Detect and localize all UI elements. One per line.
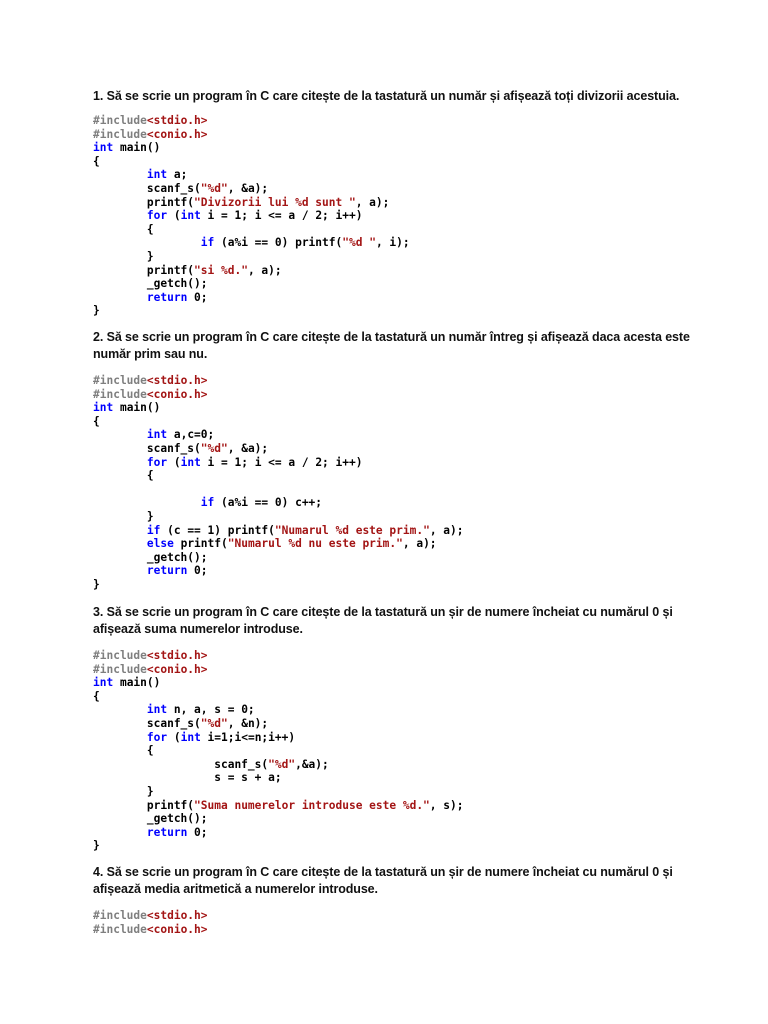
code-token: } xyxy=(93,784,154,798)
code-token: int xyxy=(146,168,174,182)
code-token: s = s + a; xyxy=(93,771,282,785)
code-token: if xyxy=(200,496,221,510)
code-line xyxy=(93,551,464,565)
code-token xyxy=(93,209,147,222)
code-token: #include xyxy=(93,127,147,141)
code-line xyxy=(93,578,464,592)
code-token: "%d " xyxy=(342,236,376,250)
code-token: (a%i == 0) c++; xyxy=(221,496,323,510)
code-line xyxy=(93,676,463,690)
code-token: "%d" xyxy=(268,757,296,771)
code-token xyxy=(93,496,201,509)
code-token xyxy=(93,703,147,716)
code-token: <stdio.h> xyxy=(146,374,208,387)
code-token: #include xyxy=(93,374,147,387)
code-line xyxy=(93,812,463,826)
code-token: <conio.h> xyxy=(146,127,208,141)
code-token xyxy=(93,291,147,304)
code-token: { xyxy=(93,414,100,428)
code-line xyxy=(93,758,463,772)
code-line xyxy=(93,182,410,196)
code-token: if xyxy=(200,236,221,250)
code-token: for xyxy=(146,730,174,744)
code-token: printf( xyxy=(93,195,195,209)
code-token xyxy=(93,524,147,537)
code-line xyxy=(93,785,463,799)
code-line xyxy=(93,483,464,497)
code-line xyxy=(93,141,410,155)
code-line xyxy=(93,442,464,456)
code-token: (c == 1) printf( xyxy=(167,523,275,537)
code-token: , i); xyxy=(375,236,410,250)
code-token xyxy=(93,564,147,577)
question-1: 1. Să se scrie un program în C care citește de la tastatură un număr și afișează toți divizorii acestuia. xyxy=(93,89,680,103)
code-token xyxy=(93,826,147,839)
code-token: ( xyxy=(173,730,181,744)
code-token: printf( xyxy=(180,537,228,551)
code-token: printf( xyxy=(93,263,195,277)
code-line xyxy=(93,209,410,223)
code-token: int xyxy=(180,209,208,223)
code-token: main() xyxy=(119,401,161,415)
code-token: ,&a); xyxy=(295,757,329,771)
code-token: return xyxy=(146,290,195,304)
code-line xyxy=(93,168,410,182)
code-token: i = 1; i <= a / 2; i++) xyxy=(207,455,363,469)
code-token: i = 1; i <= a / 2; i++) xyxy=(207,209,363,223)
code-token: ( xyxy=(173,209,181,223)
code-token: int xyxy=(93,401,120,415)
code-token: (a%i == 0) printf( xyxy=(221,236,343,250)
code-line xyxy=(93,690,463,704)
code-line xyxy=(93,388,464,402)
code-line xyxy=(93,250,410,264)
code-token: scanf_s( xyxy=(93,181,201,195)
code-line xyxy=(93,304,410,318)
code-line xyxy=(93,196,410,210)
question-4: 4. Să se scrie un program în C care citește de la tastatură un șir de numere încheiat cu numărul 0 și afișează media aritmetică a numerelor introduse. xyxy=(93,865,673,896)
question-2: 2. Să se scrie un program în C care citește de la tastatură un număr întreg și afișează daca acesta este număr prim sau nu. xyxy=(93,330,690,361)
code-token: "Suma numerelor introduse este %d." xyxy=(194,798,430,812)
code-line xyxy=(93,114,410,128)
code-line xyxy=(93,469,464,483)
code-line xyxy=(93,923,208,937)
code-token: "%d" xyxy=(200,181,228,195)
code-token: #include xyxy=(93,909,147,922)
code-token: else xyxy=(146,537,181,551)
code-token: <stdio.h> xyxy=(146,114,208,127)
code-token: int xyxy=(93,141,120,155)
code-line xyxy=(93,277,410,291)
code-token: "%d" xyxy=(200,441,228,455)
code-token: { xyxy=(93,469,154,483)
code-line xyxy=(93,524,464,538)
code-token: <stdio.h> xyxy=(146,909,208,922)
code-token: #include xyxy=(93,922,147,936)
code-token: main() xyxy=(119,676,161,690)
code-token: if xyxy=(146,523,168,537)
code-line xyxy=(93,564,464,578)
code-token: } xyxy=(93,509,154,523)
code-line xyxy=(93,703,463,717)
code-line xyxy=(93,744,463,758)
code-token: int xyxy=(146,428,174,442)
code-block-3 xyxy=(93,649,463,853)
code-token: { xyxy=(93,689,100,703)
code-line xyxy=(93,771,463,785)
code-line xyxy=(93,236,410,250)
code-token: , &a); xyxy=(227,441,269,455)
code-token: return xyxy=(146,564,195,578)
code-line xyxy=(93,649,463,663)
code-token: int xyxy=(146,703,174,717)
code-token: "Numarul %d este prim." xyxy=(274,523,430,537)
code-token: for xyxy=(146,209,174,223)
code-token: ( xyxy=(173,455,181,469)
code-line xyxy=(93,496,464,510)
question-3: 3. Să se scrie un program în C care citește de la tastatură un șir de numere încheiat cu numărul 0 și afișează suma numerelor introduse. xyxy=(93,605,673,636)
code-token: 0; xyxy=(194,564,208,578)
code-token: a,c=0; xyxy=(173,428,215,442)
code-token: scanf_s( xyxy=(93,441,201,455)
code-line xyxy=(93,826,463,840)
code-token: scanf_s( xyxy=(93,716,201,730)
code-token: int xyxy=(180,455,208,469)
code-token: } xyxy=(93,839,100,853)
code-block-4 xyxy=(93,909,208,936)
code-line xyxy=(93,731,463,745)
code-token: #include xyxy=(93,387,147,401)
code-token: "Numarul %d nu este prim." xyxy=(227,537,403,551)
code-token: _getch(); xyxy=(93,277,208,291)
code-line xyxy=(93,537,464,551)
code-line xyxy=(93,663,463,677)
code-token: <stdio.h> xyxy=(146,649,208,662)
code-token xyxy=(93,428,147,441)
code-token: , &a); xyxy=(227,181,269,195)
code-block-1 xyxy=(93,114,410,318)
code-token xyxy=(93,537,147,550)
code-token: for xyxy=(146,455,174,469)
code-token xyxy=(93,456,147,469)
code-token: a; xyxy=(173,168,188,182)
code-token: } xyxy=(93,577,100,591)
code-token: _getch(); xyxy=(93,812,208,826)
code-token xyxy=(93,236,201,249)
code-token: main() xyxy=(119,141,161,155)
code-line xyxy=(93,374,464,388)
code-line xyxy=(93,799,463,813)
code-token: printf( xyxy=(93,798,195,812)
code-token: , a); xyxy=(429,523,464,537)
code-token: "si %d." xyxy=(194,263,248,277)
code-token: , &n); xyxy=(227,716,269,730)
code-token: <conio.h> xyxy=(146,387,208,401)
code-token: { xyxy=(93,222,154,236)
code-token: int xyxy=(93,676,120,690)
code-token xyxy=(93,731,147,744)
code-token: #include xyxy=(93,662,147,676)
code-line xyxy=(93,264,410,278)
code-token: } xyxy=(93,249,154,263)
code-token: n, a, s = 0; xyxy=(173,703,255,717)
code-line xyxy=(93,510,464,524)
code-token: { xyxy=(93,154,100,168)
code-token: "%d" xyxy=(200,716,228,730)
code-token: "Divizorii lui %d sunt " xyxy=(194,195,356,209)
code-line xyxy=(93,223,410,237)
code-token: , a); xyxy=(402,537,437,551)
code-token: <conio.h> xyxy=(146,922,208,936)
code-line xyxy=(93,128,410,142)
code-token: return xyxy=(146,825,195,839)
code-line xyxy=(93,717,463,731)
code-token: <conio.h> xyxy=(146,662,208,676)
code-line xyxy=(93,401,464,415)
code-token xyxy=(93,168,147,181)
code-token: } xyxy=(93,304,100,318)
code-token: i=1;i<=n;i++) xyxy=(207,730,296,744)
code-token: 0; xyxy=(194,290,208,304)
code-token: , a); xyxy=(355,195,390,209)
code-token: { xyxy=(93,744,154,758)
code-token: _getch(); xyxy=(93,550,208,564)
code-line xyxy=(93,456,464,470)
code-line xyxy=(93,291,410,305)
code-token: , s); xyxy=(429,798,464,812)
code-token: , a); xyxy=(247,263,282,277)
code-token: #include xyxy=(93,649,147,662)
code-line xyxy=(93,909,208,923)
code-token: #include xyxy=(93,114,147,127)
code-token: 0; xyxy=(194,825,208,839)
code-token: scanf_s( xyxy=(93,757,269,771)
code-line xyxy=(93,839,463,853)
code-token: int xyxy=(180,730,208,744)
code-block-2 xyxy=(93,374,464,592)
code-line xyxy=(93,415,464,429)
code-line xyxy=(93,428,464,442)
code-line xyxy=(93,155,410,169)
